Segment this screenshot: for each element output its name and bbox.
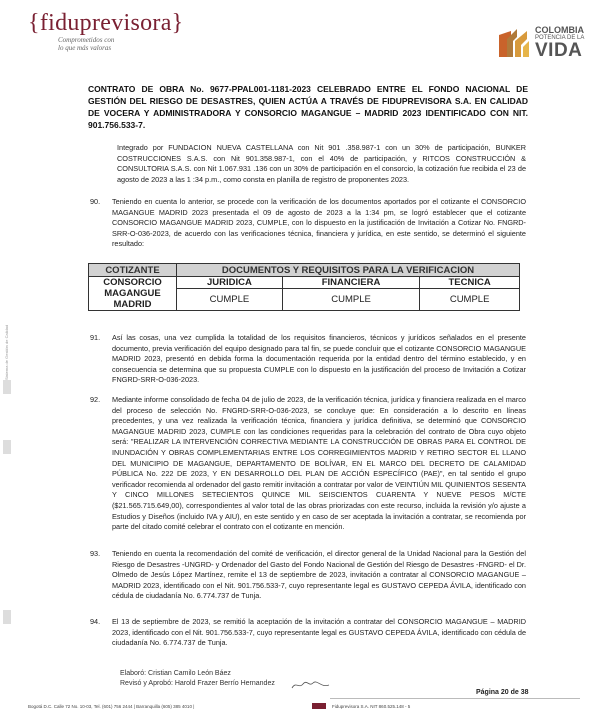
item-text-92: Mediante informe consolidado de fecha 04 de julio de 2023, de la verificación técnica, jurídica y financiera realizada en el marco del proceso de selección No. FNGRD-SRR-O-036-2023, se concluye que: En consideración a lo descrito en líneas precedentes, y una vez realizada la verificación técnica, financiera y jurídica definitiva, se determinó que CONSORCIO MAGANGUE MADRID 2023, CUMPLE con las condiciones requeridas para la celebración del contrato de Obra cuyo objeto será: "REALIZAR LA INTERVENCIÓN CORRECTIVA MEDIANTE LA CONSTRUCCIÓN DE OBRAS PARA EL CONTROL DE INUNDACIÓN Y OBRAS COMPLEMENTARIAS ENTRE LOS CORREGIMIENTOS MADRID Y RETIRO SECTOR EL LLANO DEL MUNICIPIO DE MAGANGUE, DEPARTAMENTO DE BOLÍVAR, EN EL MARCO DEL DECRETO DE CALAMIDAD PÚBLICA No. 222 DE 2023, Y EN DESARROLLO DEL PLAN DE ACCIÓN ESPECÍFICO (PAE)", en tal sentido el grupo verificador recomienda al ordenador del gasto remitir invitación a contratar por valor de VEINTIÚN MIL QUINIENTOS SESENTA Y CINCO MILLONES SETECIENTOS QUINCE MIL SEISCIENTOS CUARENTA Y NUEVE PESOS M/CTE ($21.565.715.649,00), correspondientes al valor total de las obras priorizadas con este recurso, incluida la revisión y/o ajuste a Estudios y Diseños (incluido IVA y AIU), en este sentido y en caso de ser aceptada la invitación a contratar, se recomienda por parte del citado comité celebrar el contrato con el cotizante en mención. xyxy=(112,395,526,532)
item-text-91: Así las cosas, una vez cumplida la totalidad de los requisitos financieros, técnicos y jurídicos señalados en el presente documento, previa verificación del equipo designado para tal fin, se puede concluir que el cotizante CONSORCIO MAGANGUE MADRID 2023, presentó en debida forma la documentación requerida por la entidad dentro del término establecido, y en consecuencia se determina que su propuesta CUMPLE con lo dispuesto en la justificación del proceso de Invitación a Cotizar FNGRD-SRR-O-036-2023. xyxy=(112,333,526,385)
footer-nit: Fiduprevisora S.A. NIT 860.525.148 - 5 xyxy=(332,704,411,709)
margin-mark xyxy=(3,380,11,394)
table-sub-financiera: FINANCIERA xyxy=(282,277,419,289)
colombia-potencia-logo xyxy=(497,26,584,60)
gov-logo-line1: COLOMBIA xyxy=(535,25,584,35)
item-number-92: 92. xyxy=(90,395,101,404)
elaboro-line: Elaboró: Cristian Camilo León Báez xyxy=(120,670,231,677)
table-result-financiera: CUMPLE xyxy=(282,289,419,311)
firm-line-1: CONSORCIO xyxy=(103,277,162,288)
table-firm-cell xyxy=(89,277,177,311)
margin-vertical-text: Sistema de Gestión de Calidad xyxy=(4,324,9,380)
logo-tagline-1: Comprometidos con xyxy=(58,36,115,44)
table-sub-tecnica: TECNICA xyxy=(420,277,520,289)
item-text-94: El 13 de septiembre de 2023, se remitió la aceptación de la invitación a contratar del CONSORCIO MAGANGUE – MADRID 2023, identificado con el Nit. 901.756.533-7, cuyo representante legal es GUSTAVO CEPEDA ÁVILA, identificado con cédula de ciudadanía No. 6.774.737 de Tunja. xyxy=(112,617,526,648)
colombia-flag-icon xyxy=(497,27,531,59)
intro-paragraph: Integrado por FUNDACION NUEVA CASTELLANA con Nit 901 .358.987-1 con un 30% de participación, BUNKER COSTRUCCIONES S.A.S. con Nit 901.358.987-1, con el 40% de participación, y RITCOS CONSTRUCCIÓN & CONSULTORIA S.A.S. con Nit 1.067.931 .136 con un 30% de participación en el consorcio, la cotización fue recibida el 23 de agosto de 2023 a las 1 :34 p.m., como consta en planilla de registro de proponentes 2023. xyxy=(117,143,526,184)
gov-logo-line2: POTENCIA DE LA xyxy=(535,35,585,41)
firm-line-2: MAGANGUE xyxy=(104,288,161,299)
item-text-90: Teniendo en cuenta lo anterior, se procede con la verificación de los documentos aportados por el cotizante el CONSORCIO MAGANGUE MADRID 2023 presentada el 09 de agosto de 2023 a la 1:34 pm, se logró establecer que el cotizante CONSORCIO MAGANGUE MADRID 2023, CUMPLE, con lo dispuesto en la justificación de Invitación a Cotizar No. FNGRD-SRR-O-036-2023, de acuerdo con las verificaciones técnica, financiera y jurídica, en este sentido, se determinó el siguiente resultado: xyxy=(112,197,526,249)
signers-block xyxy=(120,669,275,689)
reviso-line: Revisó y Aprobó: Harold Frazer Berrío Hernandez xyxy=(120,680,275,687)
item-number-90: 90. xyxy=(90,197,101,206)
logo-wordmark: {fiduprevisora} xyxy=(28,10,184,36)
item-number-93: 93. xyxy=(90,549,101,558)
table-header-documents: DOCUMENTOS Y REQUISITOS PARA LA VERIFICACION xyxy=(177,264,520,277)
signature-mark xyxy=(291,680,331,690)
item-number-94: 94. xyxy=(90,617,101,626)
margin-mark xyxy=(3,440,11,454)
footer-address: Bogotá D.C. Calle 72 No. 10-03, Tel. (601) 756 2444 | Barranquilla (605) 385 4010 | xyxy=(28,704,195,709)
verification-table xyxy=(88,263,520,311)
table-sub-juridica: JURIDICA xyxy=(177,277,283,289)
fiduprevisora-logo xyxy=(28,10,184,52)
firm-line-3: MADRID xyxy=(113,299,152,310)
footer-logo-icon xyxy=(312,702,326,710)
logo-tagline-2: lo que más valoras xyxy=(58,43,112,52)
margin-mark xyxy=(3,610,11,624)
table-header-cotizante: COTIZANTE xyxy=(89,264,177,277)
table-result-tecnica: CUMPLE xyxy=(420,289,520,311)
item-text-93: Teniendo en cuenta la recomendación del comité de verificación, el director general de la Unidad Nacional para la Gestión del Riesgo de Desastres -UNGRD- y Ordenador del Gasto del Fondo Nacional de Gestión del Riesgo de Desastres -FNGRD- el Dr. Olmedo de Jesús López Martínez, remite el 13 de septiembre de 2023, invitación a contratar al CONSORCIO MAGANGUE – MADRID 2023, identificado con el Nit. 901.756.533-7, cuyo representante legal es GUSTAVO CEPEDA ÁVILA, identificado con cédula de ciudadanía No. 6.774.737 de Tunja. xyxy=(112,549,526,601)
page-number: Página 20 de 38 xyxy=(476,689,529,696)
item-number-91: 91. xyxy=(90,333,101,342)
gov-logo-line3: VIDA xyxy=(535,40,583,61)
footer-divider xyxy=(330,698,580,699)
table-result-juridica: CUMPLE xyxy=(177,289,283,311)
contract-title: CONTRATO DE OBRA No. 9677-PPAL001-1181-2023 CELEBRADO ENTRE EL FONDO NACIONAL DE GESTIÓN DEL RIESGO DE DESASTRES, QUIEN ACTÚA A TRAVÉS DE FIDUPREVISORA S.A. EN CALIDAD DE VOCERA Y ADMINISTRADORA Y CONSORCIO MAGANGUE – MADRID 2023 IDENTIFICADO CON NIT. 901.756.533-7. xyxy=(88,84,528,130)
